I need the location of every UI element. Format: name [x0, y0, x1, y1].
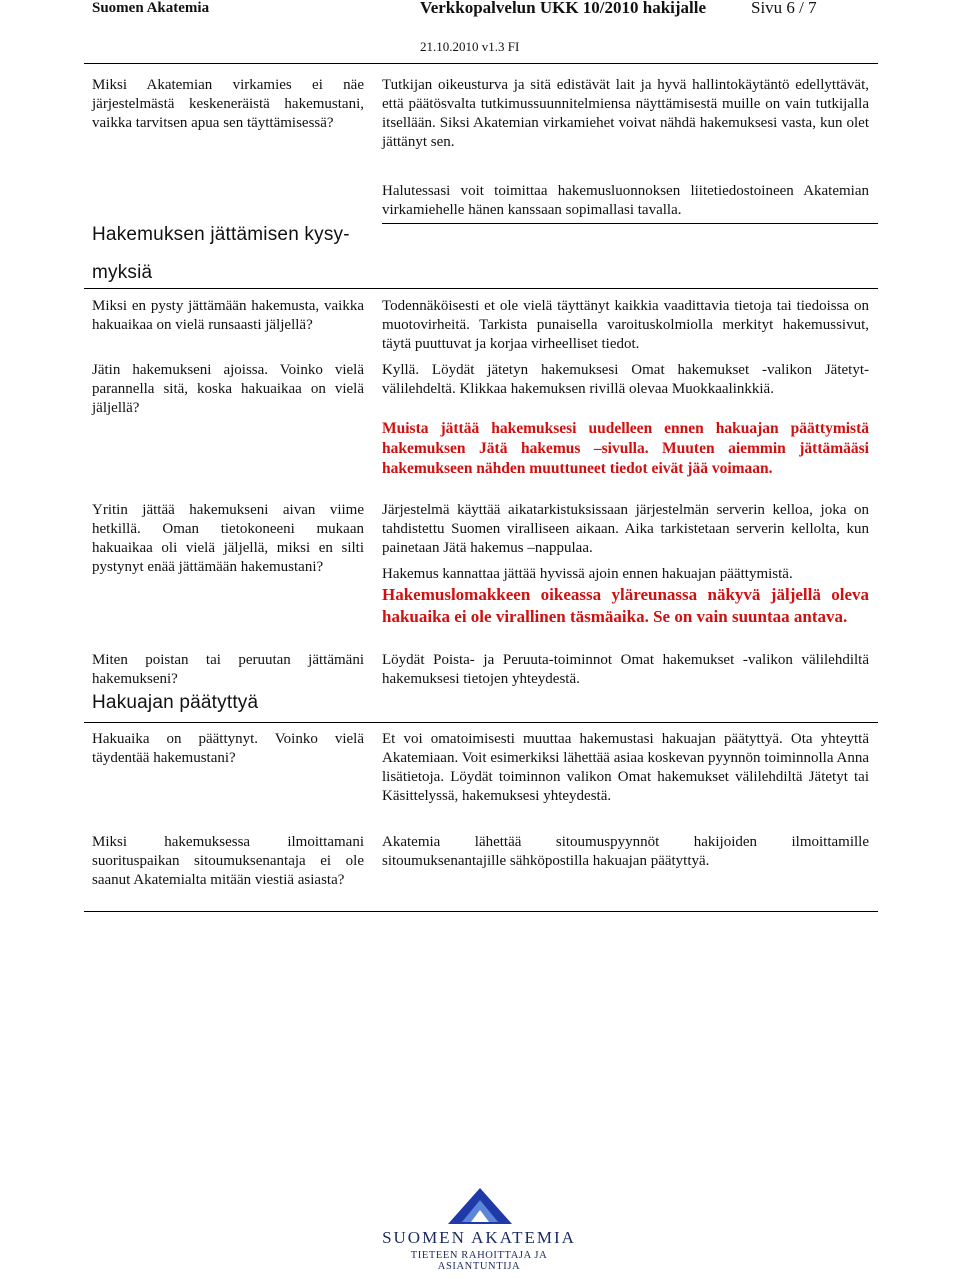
logo-tagline: TIETEEN RAHOITTAJA JA ASIANTUNTIJA — [410, 1250, 548, 1272]
question-5: Miten poistan tai peruutan jättämäni hakemukseni? — [92, 652, 364, 687]
answer-4b: Hakemus kannattaa jättää hyvissä ajoin ennen hakuajan päättymistä. — [382, 566, 793, 582]
question-6: Hakuaika on päättynyt. Voinko vielä täydentää hakemustani? — [92, 731, 364, 766]
header-org: Suomen Akatemia — [92, 0, 210, 16]
question-7: Miksi hakemuksessa ilmoittamani suorituspaikan sitoumuksenantaja ei ole saanut Akatemialta mitään viestiä asiasta? — [92, 834, 364, 888]
logo-wordmark: SUOMEN AKATEMIA — [382, 1228, 576, 1247]
answer-4: Järjestelmä käyttää aikatarkistuksissaan järjestelmän serverin kelloa, joka on tahdistettu Suomen viralliseen aikaan. Aika tarkistetaan serverin kellolta, kun painetaan Jätä hakemus –nappulaa. — [382, 502, 869, 556]
row-divider — [84, 722, 878, 723]
row-divider — [382, 223, 878, 224]
question-2: Miksi en pysty jättämään hakemusta, vaikka hakuaikaa on vielä runsaasti jäljellä? — [92, 298, 364, 333]
answer-6: Et voi omatoimisesti muuttaa hakemustasi hakuajan päätyttyä. Ota yhteyttä Akatemiaan. Voit esimerkiksi lähettää asiaa koskevan pyynnön toiminnolla Anna lisätietoja. Löydät toiminnon valikon Omat hakemukset välilehdiltä Jätetyt tai Käsittelyssä, hakemuksesi yhteydestä. — [382, 731, 869, 804]
section-heading-submission-line2: myksiä — [92, 262, 153, 283]
row-divider — [84, 288, 878, 289]
answer-3: Kyllä. Löydät jätetyn hakemuksesi Omat hakemukset -valikon Jätetyt-välilehdeltä. Klikkaa hakemuksen rivillä olevaa Muokkaalinkkiä. — [382, 362, 869, 397]
section-heading-submission-line1: Hakemuksen jättämisen kysy- — [92, 224, 350, 245]
page-number: Sivu 6 / 7 — [751, 0, 817, 17]
document-version: 21.10.2010 v1.3 FI — [420, 39, 520, 54]
question-1: Miksi Akatemian virkamies ei näe järjestelmästä keskeneräistä hakemustani, vaikka tarvitsen apua sen täyttämisessä? — [92, 77, 364, 131]
answer-2: Todennäköisesti et ole vielä täyttänyt kaikkia vaadittavia tietoja tai tiedoissa on muotovirheitä. Tarkista punaisella varoituskolmiolla merkityt hakemussivut, täytä puuttuvat ja korjaa virheelliset tiedot. — [382, 298, 869, 352]
question-4: Yritin jättää hakemukseni aivan viime hetkillä. Oman tietokoneeni mukaan hakuaikaa oli vielä jäljellä, miksi en silti pystynyt enää jättämään hakemustani? — [92, 502, 364, 575]
document-title: Verkkopalvelun UKK 10/2010 hakijalle — [420, 0, 707, 17]
table-bottom-rule — [84, 911, 878, 912]
answer-5: Löydät Poista- ja Peruuta-toiminnot Omat hakemukset -valikon välilehdiltä hakemuksesi tietojen yhteydestä. — [382, 652, 869, 687]
question-3: Jätin hakemukseni ajoissa. Voinko vielä parannella sitä, koska hakuaikaa on vielä jäljellä? — [92, 362, 364, 416]
answer-1b: Halutessasi voit toimittaa hakemusluonnoksen liitetiedostoineen Akatemian virkamiehelle hänen kanssaan sopimallasi tavalla. — [382, 183, 869, 218]
answer-3-warning: Muista jättää hakemuksesi uudelleen ennen hakuajan päättymistä hakemuksen Jätä hakemus –sivulla. Muuten aiemmin jättämääsi hakemukseen nähden muuttuneet tiedot eivät jää voimaan. — [382, 420, 869, 477]
triangle-logo-icon — [446, 1186, 514, 1226]
section-heading-after-deadline: Hakuajan päätyttyä — [92, 692, 259, 713]
answer-4-warning: Hakemuslomakkeen oikeassa yläreunassa näkyvä jäljellä oleva hakuaika ei ole virallinen täsmäaika. Se on vain suuntaa antava. — [382, 585, 869, 626]
table-top-rule — [84, 63, 878, 64]
answer-7: Akatemia lähettää sitoumuspyynnöt hakijoiden ilmoittamille sitoumuksenantajille sähköpostilla hakuajan päätyttyä. — [382, 834, 869, 869]
answer-1: Tutkijan oikeusturva ja sitä edistävät lait ja hyvä hallintokäytäntö edellyttävät, että päätösvalta tutkimussuunnitelmiensa näyttämisestä muille on vain tutkijalla itsellään. Siksi Akatemian virkamiehet voivat nähdä hakemuksesi vasta, kun olet jättänyt sen. — [382, 77, 869, 150]
